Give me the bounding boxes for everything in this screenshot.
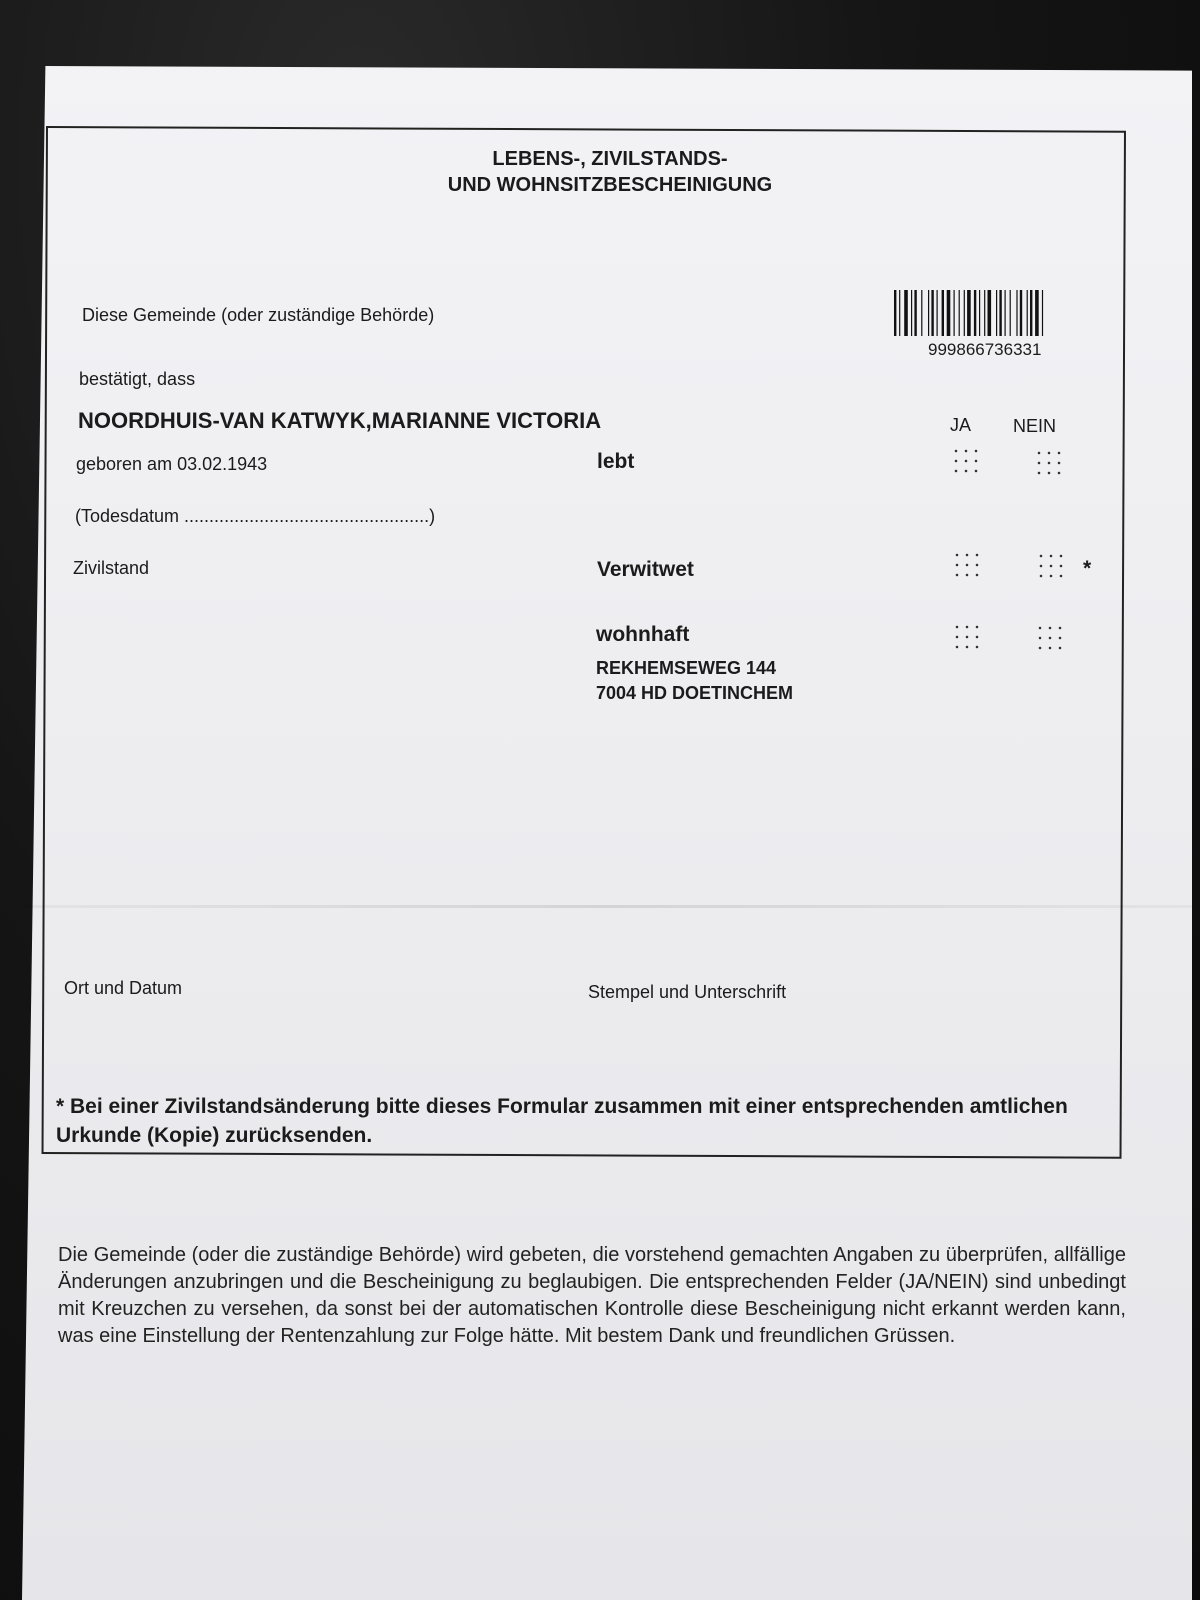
address-city: 7004 HD DOETINCHEM xyxy=(596,683,794,703)
death-date-label: (Todesdatum .................................................) xyxy=(75,506,436,526)
title-line-1: LEBENS-, ZIVILSTANDS- xyxy=(492,148,728,170)
residence-label: wohnhaft xyxy=(596,623,690,646)
address-street: REKHEMSEWEG 144 xyxy=(596,658,777,678)
barcode xyxy=(894,290,1088,336)
checkbox-civil-ja[interactable] xyxy=(952,550,982,580)
checkbox-alive-nein[interactable] xyxy=(1034,448,1064,478)
footnote-text: * Bei einer Zivilstandsänderung bitte dieses Formular zusammen mit einer entsprechenden amtlichen Urkunde (Kopie) zurücksenden. xyxy=(56,1095,1068,1147)
place-date-label: Ort und Datum xyxy=(64,978,183,998)
civil-status-label: Zivilstand xyxy=(73,558,150,578)
status-alive: lebt xyxy=(597,450,635,473)
checkbox-alive-ja[interactable] xyxy=(951,446,981,476)
barcode-number: 999866736331 xyxy=(928,340,1042,359)
authority-label: Diese Gemeinde (oder zuständige Behörde) xyxy=(82,305,435,325)
checkbox-civil-nein[interactable] xyxy=(1036,551,1066,581)
checkbox-residence-ja[interactable] xyxy=(952,622,982,652)
footnote-marker: * xyxy=(1083,557,1092,580)
instructions-paragraph: Die Gemeinde (oder die zuständige Behörde) wird gebeten, die vorstehend gemachten Angaben zu überprüfen, allfällige Änderungen anzubringen und die Bescheinigung zu beglaubigen. Die entsprechenden Felder (JA/NEIN) sind unbedingt mit Kreuzchen zu versehen, da sonst bei der automatischen Kontrolle diese Bescheinigung nicht erkannt werden kann, was eine Einstellung der Rentenzahlung zur Folge hätte. Mit bestem Dank und freundlichen Grüssen. xyxy=(58,1244,1126,1347)
birth-date-label: geboren am 03.02.1943 xyxy=(76,454,268,474)
document-title xyxy=(420,146,800,198)
confirms-label: bestätigt, dass xyxy=(79,369,196,389)
stamp-signature-label: Stempel und Unterschrift xyxy=(588,982,787,1002)
column-header-nein: NEIN xyxy=(1013,416,1057,436)
title-line-2: UND WOHNSITZBESCHEINIGUNG xyxy=(447,174,773,196)
checkbox-residence-nein[interactable] xyxy=(1035,623,1065,653)
civil-status-value: Verwitwet xyxy=(597,558,694,581)
person-name: NOORDHUIS-VAN KATWYK,MARIANNE VICTORIA xyxy=(78,408,602,433)
column-header-ja: JA xyxy=(950,415,972,435)
